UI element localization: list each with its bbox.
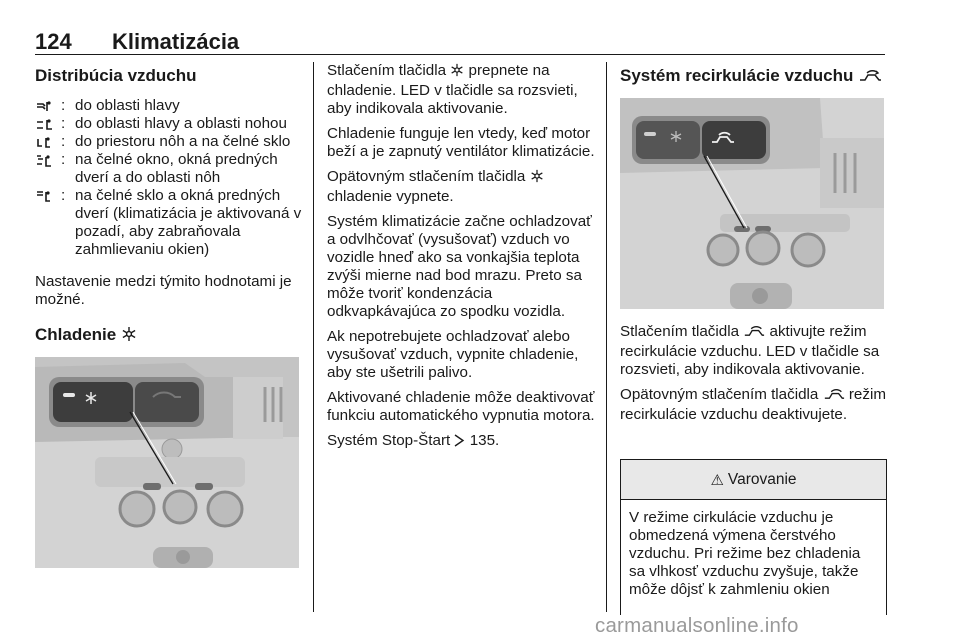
paragraph-cooling-on (327, 62, 597, 118)
warning-box (620, 459, 887, 615)
photo-ac-button (35, 357, 299, 568)
text-span: aktivujte režim recirkulácie vzduchu. LED v tlačidle sa rozsvieti, aby indikovala aktivovanie. (620, 323, 880, 378)
recirculation-icon (858, 68, 882, 88)
paragraph-recirculation-off (620, 386, 888, 424)
list-item (35, 133, 305, 151)
heading-air-distribution: Distribúcia vzduchu (35, 66, 197, 85)
recirculation-icon (823, 388, 845, 406)
heading-cooling (35, 325, 305, 347)
column-divider (606, 62, 607, 612)
list-colon: : (61, 115, 66, 132)
list-item-text: na čelné sklo a okná predných dverí (klimatizácia je aktivovaná v pozadí, aby zabraňovala zahmlievaniu okien) (75, 187, 302, 258)
text-span: Stlačením tlačidla (327, 62, 447, 79)
page-header (35, 28, 885, 55)
list-item (35, 187, 305, 259)
paragraph-cooling-off (327, 168, 597, 206)
page-number: 124 (35, 29, 72, 54)
warning-text: V režime cirkulácie vzduchu je obmedzená výmena čerstvého vzduchu. Pri režime bez chladenia sa vlhkosť vzduchu zvyšuje, takže môže dôjsť k zahmleniu okien (629, 509, 861, 598)
warning-header (621, 460, 886, 500)
air-to-windscreen-and-windows-icon (35, 187, 61, 259)
chapter-title: Klimatizácia (112, 29, 240, 54)
text-span: režim recirkulácie vzduchu deaktivujete. (620, 386, 886, 423)
heading-recirculation-text: Systém recirkulácie vzduchu (620, 66, 854, 85)
paragraph-cooling-condition: Chladenie funguje len vtedy, keď motor beží a je zapnutý ventilátor klimatizácie. (327, 125, 595, 160)
list-item-text: do oblasti hlavy a oblasti nohou (75, 115, 287, 132)
paragraph-autostop: Aktivované chladenie môže deaktivovať funkciu automatického vypnutia motora. (327, 389, 595, 424)
air-to-feet-and-windscreen-icon (35, 133, 61, 151)
watermark: carmanualsonline.info (595, 614, 799, 637)
column-1 (35, 62, 305, 568)
photo-recirculation-button (620, 98, 884, 309)
snowflake-icon (121, 326, 137, 347)
text-span: Opätovným stlačením tlačidla (620, 386, 819, 403)
text-span: Opätovným stlačením tlačidla (327, 168, 526, 185)
list-colon: : (61, 151, 66, 168)
list-item (35, 115, 305, 133)
distribution-list (35, 97, 305, 259)
list-item (35, 151, 305, 187)
air-to-head-and-feet-icon (35, 115, 61, 133)
settings-note: Nastavenie medzi týmito hodnotami je možné. (35, 273, 292, 308)
text-span: prepnete na chladenie. LED v tlačidle sa rozsvieti, aby indikovala aktivovanie. (327, 62, 578, 117)
list-item (35, 97, 305, 115)
paragraph-condensation: Systém klimatizácie začne ochladzovať a odvlhčovať (vysušovať) vzduch vo vozidle hneď ako sa vonkajšia teplota zvýši mierne nad bod mrazu. Preto sa môže tvoriť kondenzácia odkvapkávajúca zo spodku vozidla. (327, 213, 592, 320)
list-colon: : (61, 97, 66, 114)
paragraph-stop-start-ref (327, 432, 597, 452)
column-2 (327, 62, 597, 459)
paragraph-recirculation-on (620, 323, 888, 379)
warning-title: Varovanie (727, 470, 797, 488)
list-colon: : (61, 187, 66, 204)
page-reference-link[interactable]: 135. (469, 432, 500, 449)
list-item-text: do priestoru nôh a na čelné sklo (75, 133, 291, 150)
list-colon: : (61, 133, 66, 150)
text-span: Stlačením tlačidla (620, 323, 740, 340)
column-divider (313, 62, 314, 612)
page-reference-arrow-icon[interactable] (454, 434, 465, 452)
list-item-text: na čelné okno, okná predných dverí a do oblasti nôh (75, 151, 278, 186)
heading-recirculation (620, 66, 888, 88)
air-to-head-icon (35, 97, 61, 115)
column-3 (620, 62, 888, 431)
paragraph-save-fuel: Ak nepotrebujete ochladzovať alebo vysušovať vzduch, vypnite chladenie, aby ste ušetrili palivo. (327, 328, 579, 381)
text-span: chladenie vypnete. (327, 188, 454, 205)
heading-cooling-text: Chladenie (35, 325, 117, 344)
warning-triangle-icon: ⚠ (710, 471, 724, 489)
text-span: Systém Stop-Štart (327, 432, 451, 449)
snowflake-icon (450, 63, 464, 82)
recirculation-icon (743, 325, 765, 343)
list-item-text: do oblasti hlavy (75, 97, 180, 114)
snowflake-icon (530, 169, 544, 188)
air-to-windscreen-windows-feet-icon (35, 151, 61, 187)
